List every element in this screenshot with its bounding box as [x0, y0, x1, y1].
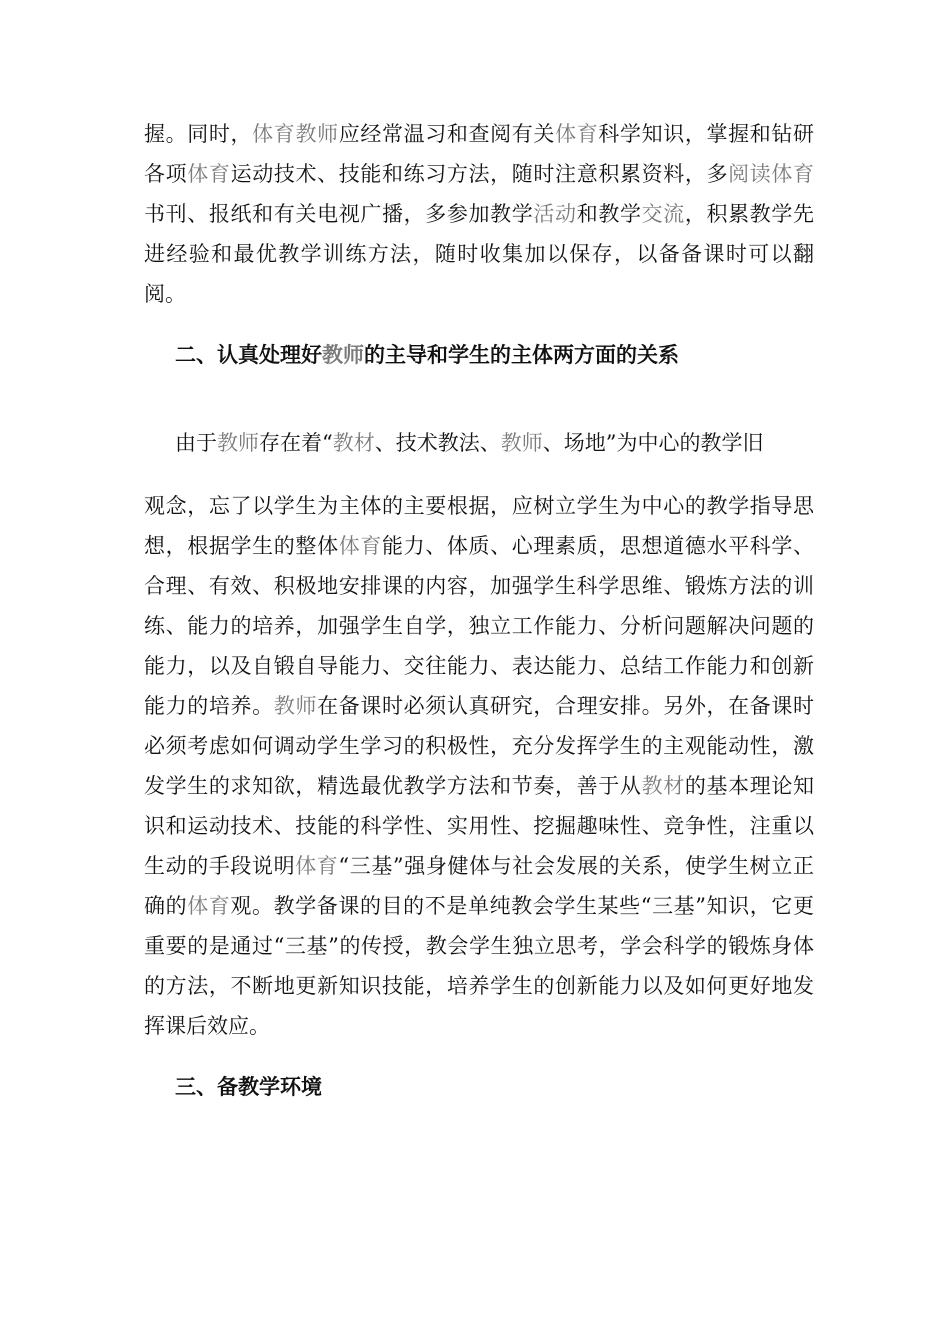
section-heading-2 [175, 340, 679, 370]
highlighted-keyword: 体育 [555, 122, 599, 146]
text-run: ，积累教学先进经验和最优教学训练方法，随时收集加以保存，以备备课时可以翻阅。 [144, 202, 815, 306]
highlighted-keyword: 阅读体育 [728, 162, 815, 186]
text-run: 由于 [175, 431, 217, 455]
text-run: 、技术教法、 [374, 431, 501, 455]
highlighted-keyword: 体育 [187, 162, 231, 186]
highlighted-keyword: 体育教师 [252, 122, 339, 146]
text-run: 应经常温习和查阅有关 [338, 122, 556, 146]
highlighted-keyword: 教材 [641, 774, 685, 798]
text-run: 观念，忘了以学生为主体的主要根据，应树立学生为中心的教学指导思想，根据学生的整体 [144, 494, 814, 558]
text-run: 、场地”为中心的教学旧 [542, 431, 764, 455]
highlighted-keyword: 教师 [217, 431, 259, 455]
text-run: 存在着“ [259, 431, 333, 455]
text-run: 的基本理论知识和运动技术、技能的科学性、实用性、挖掘趣味性、竞争性，注重以生动的手段说明 [144, 774, 815, 878]
text-run: 科学知识，掌握和钻研各项 [144, 122, 815, 186]
highlighted-keyword: 教师 [273, 694, 318, 718]
highlighted-keyword: 活动 [533, 202, 577, 226]
text-run: 运动技术、技能和练习方法，随时注意积累资料，多 [230, 162, 729, 186]
paragraph-2-first-line [175, 428, 764, 458]
text-run: 握。同时， [144, 122, 253, 146]
text-run: 二、认真处理好 [175, 342, 322, 367]
highlighted-keyword: 体育 [187, 894, 231, 918]
paragraph-2-body [144, 486, 814, 1046]
text-run: “三基”强身健体与社会发展的关系，使学生树立正确的 [144, 854, 815, 918]
highlighted-keyword: 教材 [332, 431, 375, 455]
highlighted-keyword: 体育 [338, 534, 382, 558]
highlighted-keyword: 教师 [322, 342, 364, 367]
highlighted-keyword: 交流 [641, 202, 685, 226]
text-run: 在备课时必须认真研究，合理安排。另外，在备课时必须考虑如何调动学生学习的积极性，充分发挥学生的主观能动性，激发学生的求知欲，精选最优教学方法和节奏，善于从 [144, 694, 815, 798]
section-heading-3 [175, 1072, 322, 1102]
text-run: 书刊、报纸和有关电视广播，多参加教学 [144, 202, 534, 226]
paragraph-1 [144, 114, 814, 314]
text-run: 的主导和学生的主体两方面的关系 [364, 342, 679, 367]
highlighted-keyword: 教师 [500, 431, 543, 455]
highlighted-keyword: 体育 [295, 854, 339, 878]
text-run: 三、备教学环境 [175, 1074, 322, 1099]
text-run: 观。教学备课的目的不是单纯教会学生某些“三基”知识，它更重要的是通过“三基”的传授，教会学生独立思考，学会科学的锻炼身体的方法，不断地更新知识技能，培养学生的创新能力以及如何更好地发挥课后效应。 [144, 894, 815, 1038]
text-run: 能力、体质、心理素质，思想道德水平科学、合理、有效、积极地安排课的内容，加强学生科学思维、锻炼方法的训练、能力的培养，加强学生自学，独立工作能力、分析问题解决问题的能力，以及自锻自导能力、交往能力、表达能力、总结工作能力和创新能力的培养。 [144, 534, 815, 718]
text-run: 和教学 [576, 202, 642, 226]
